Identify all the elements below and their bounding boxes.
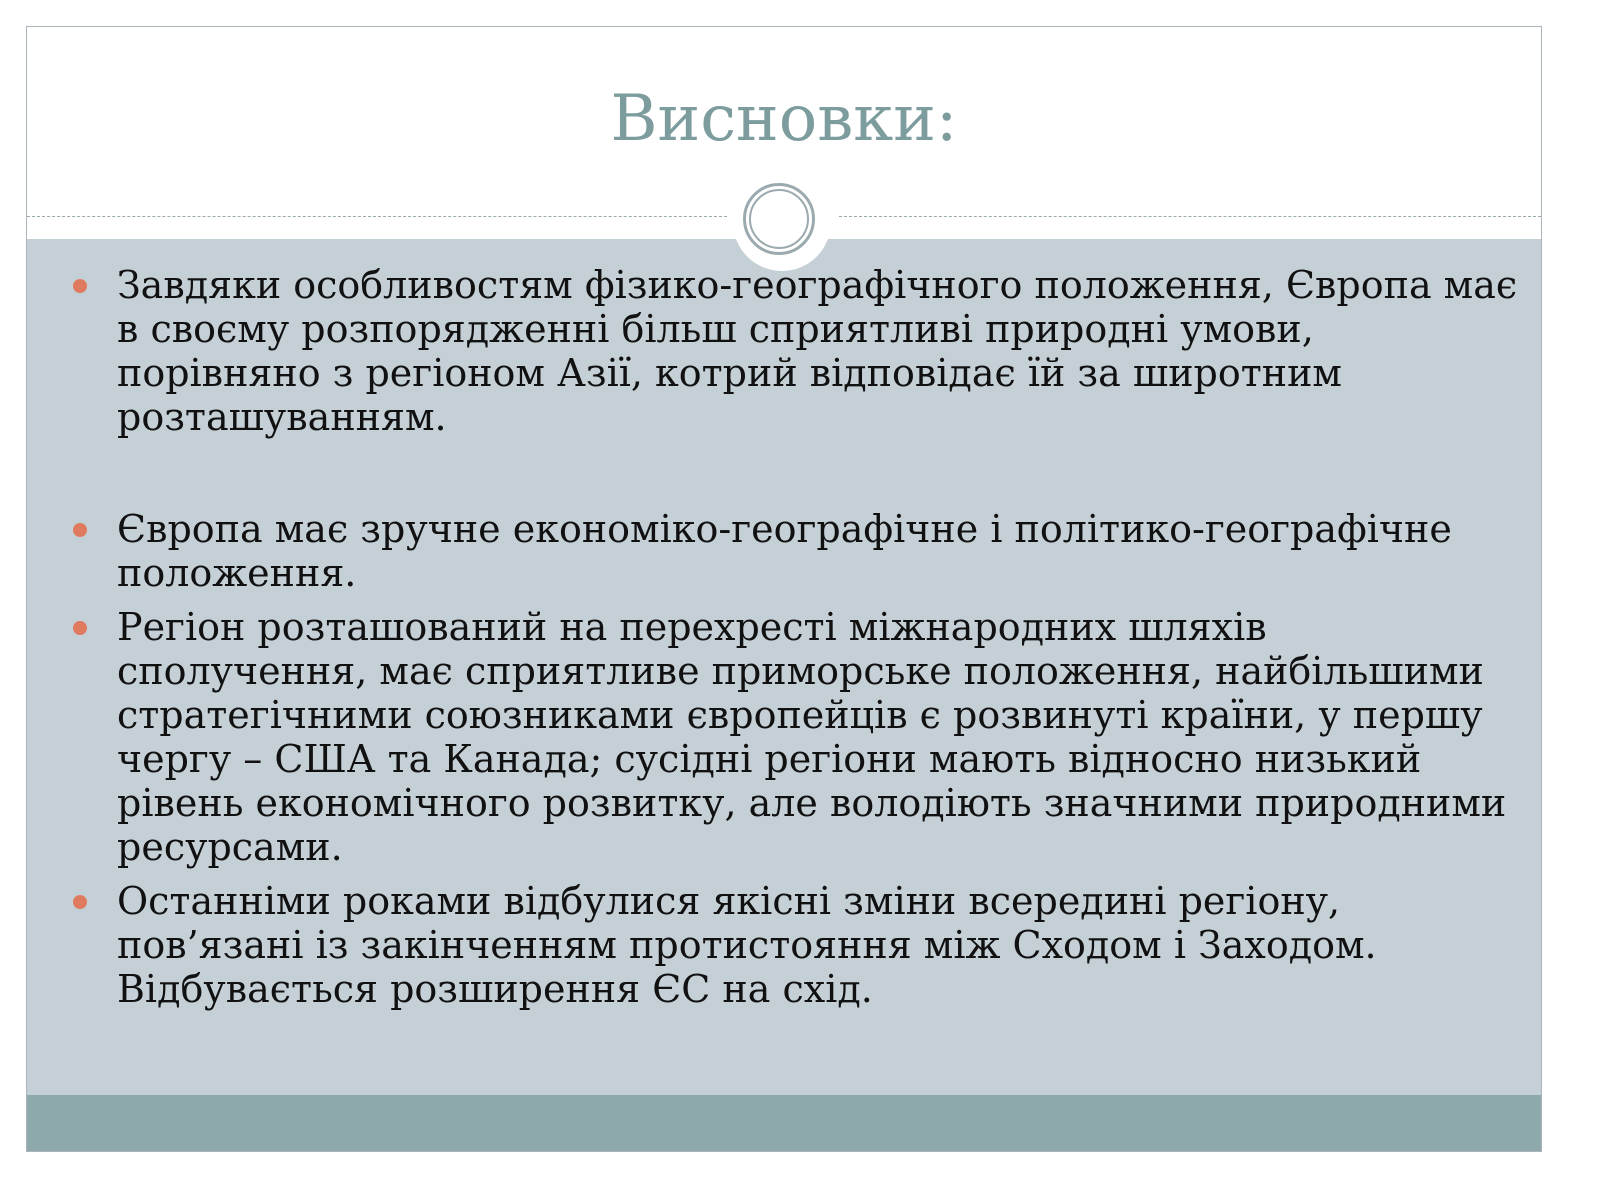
bullet-dot-icon	[73, 621, 87, 635]
slide	[26, 26, 1542, 1152]
bullet-list	[27, 263, 1541, 1011]
footer-band	[27, 1095, 1541, 1151]
bullet-dot-icon	[73, 895, 87, 909]
bullet-text: Європа має зручне економіко-географічне і політико-географічне положення.	[117, 507, 1452, 595]
bullet-item	[27, 605, 1541, 869]
title-divider-right	[839, 216, 1541, 217]
bullet-item	[27, 507, 1541, 595]
bullet-text: Регіон розташований на перехресті міжнародних шляхів сполучення, має сприятливе приморське положення, найбільшими стратегічними союзниками європейців є розвинуті країни, у першу чергу – США та Канада; сусідні регіони мають відносно низький рівень економічного розвитку, але володіють значними природними ресурсами.	[117, 605, 1507, 869]
bullet-item	[27, 879, 1541, 1011]
double-ring-inner-icon	[749, 189, 809, 249]
bullet-item	[27, 263, 1541, 439]
bullet-text: Завдяки особливостям фізико-географічного положення, Європа має в своєму розпорядженні більш сприятливі природні умови, порівняно з регіоном Азії, котрий відповідає їй за широтним розташуванням.	[117, 263, 1518, 439]
bullet-dot-icon	[73, 523, 87, 537]
bullet-text: Останніми роками відбулися якісні зміни всередині регіону, пов’язані із закінченням протистояння між Сходом і Заходом. Відбувається розширення ЄС на схід.	[117, 879, 1377, 1011]
bullet-dot-icon	[73, 279, 87, 293]
slide-title: Висновки:	[610, 82, 958, 156]
title-divider-left	[27, 216, 727, 217]
